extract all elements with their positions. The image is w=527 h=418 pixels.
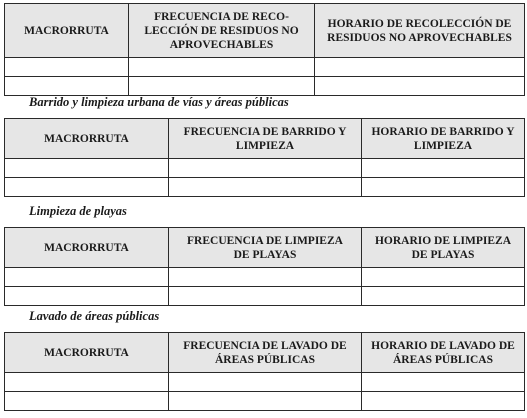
table-header-row [5, 119, 525, 159]
header-macrorruta: MACRORRUTA [5, 4, 129, 58]
section-caption-lavado: Lavado de áreas públicas [29, 309, 160, 323]
cell-macrorruta[interactable] [5, 159, 169, 178]
header-macrorruta: MACRORRUTA [5, 228, 169, 268]
header-frecuencia: FRECUENCIA DE LAVADO DE ÁREAS PÚBLICAS [169, 333, 362, 373]
table-limpieza-playas [4, 227, 525, 306]
header-horario: HORARIO DE LIMPIEZA DE PLAYAS [362, 228, 525, 268]
table-header-row [5, 333, 525, 373]
cell-macrorruta[interactable] [5, 268, 169, 287]
table-barrido-limpieza [4, 118, 525, 197]
header-frecuencia: FRECUENCIA DE BARRIDO Y LIMPIEZA [169, 119, 362, 159]
cell-frecuencia[interactable] [129, 77, 315, 96]
section-caption-playas: Limpieza de playas [29, 204, 127, 218]
header-horario: HORARIO DE RECOLECCIÓN DE RESIDUOS NO APROVECHABLES [315, 4, 525, 58]
header-macrorruta: MACRORRUTA [5, 119, 169, 159]
table-row [5, 77, 525, 96]
cell-frecuencia[interactable] [169, 392, 362, 411]
cell-macrorruta[interactable] [5, 392, 169, 411]
cell-horario[interactable] [362, 268, 525, 287]
cell-macrorruta[interactable] [5, 77, 129, 96]
cell-horario[interactable] [362, 178, 525, 197]
table-row [5, 373, 525, 392]
cell-frecuencia[interactable] [169, 178, 362, 197]
cell-horario[interactable] [315, 58, 525, 77]
table-row [5, 58, 525, 77]
cell-horario[interactable] [362, 392, 525, 411]
cell-horario[interactable] [362, 287, 525, 306]
table-row [5, 392, 525, 411]
cell-macrorruta[interactable] [5, 373, 169, 392]
table-header-row [5, 228, 525, 268]
cell-horario[interactable] [362, 159, 525, 178]
section-caption-barrido: Barrido y limpieza urbana de vías y áreas públicas [29, 95, 289, 109]
cell-macrorruta[interactable] [5, 287, 169, 306]
table-row [5, 268, 525, 287]
table-row [5, 159, 525, 178]
table-lavado-areas [4, 332, 525, 411]
cell-macrorruta[interactable] [5, 178, 169, 197]
table-row [5, 178, 525, 197]
cell-frecuencia[interactable] [169, 159, 362, 178]
cell-horario[interactable] [315, 77, 525, 96]
cell-frecuencia[interactable] [169, 268, 362, 287]
header-horario: HORARIO DE BARRIDO Y LIMPIEZA [362, 119, 525, 159]
table-row [5, 287, 525, 306]
header-frecuencia: FRECUENCIA DE RECO- LECCIÓN DE RESIDUOS NO APROVECHABLES [129, 4, 315, 58]
header-frecuencia: FRECUENCIA DE LIMPIEZA DE PLAYAS [169, 228, 362, 268]
header-horario: HORARIO DE LAVADO DE ÁREAS PÚBLICAS [362, 333, 525, 373]
cell-frecuencia[interactable] [169, 287, 362, 306]
cell-horario[interactable] [362, 373, 525, 392]
table-residuos-no-aprovechables [4, 3, 525, 96]
cell-macrorruta[interactable] [5, 58, 129, 77]
cell-frecuencia[interactable] [169, 373, 362, 392]
cell-frecuencia[interactable] [129, 58, 315, 77]
header-macrorruta: MACRORRUTA [5, 333, 169, 373]
table-header-row [5, 4, 525, 58]
